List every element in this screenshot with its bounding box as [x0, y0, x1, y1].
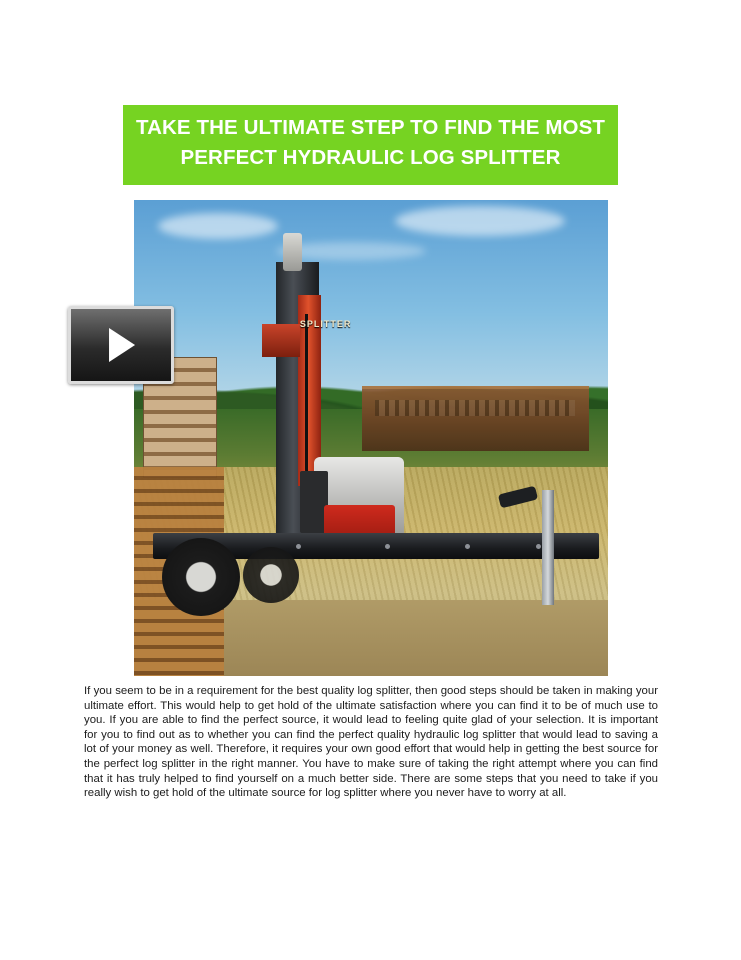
page-title-banner — [123, 105, 618, 185]
body-paragraph: If you seem to be in a requirement for the best quality log splitter, then good steps should be taken in making your ultimate effort. This would help to get hold of the ultimate satisfaction where you can find it to be of much use to you. If you are able to find the perfect source, it would lead to feeling quite glad of your selection. It is important for you to find out as to whether you can find the perfect quality hydraulic log splitter that would lead to saving a lot of your money as well. Therefore, it requires your own good effort that would help in getting the best source for the perfect log splitter in the right manner. You have to make sure of taking the right attempt where you can find that it has truly helped to find yourself on a much better side. There are some steps that you need to take if you really wish to get hold of the ultimate source for log splitter where you never have to worry at all. — [84, 685, 658, 800]
video-play-button[interactable] — [68, 306, 174, 384]
beam-bolt — [465, 544, 470, 549]
machine-brand-label: SPLITTER — [299, 319, 352, 329]
video-thumbnail-image[interactable] — [134, 200, 608, 676]
trailer-wheel — [162, 538, 240, 616]
cloud-shape — [158, 213, 278, 239]
rusty-trailer-background — [362, 386, 590, 451]
beam-bolt — [385, 544, 390, 549]
page-title-line-2: PERFECT HYDRAULIC LOG SPLITTER — [180, 146, 561, 169]
play-icon — [109, 328, 135, 362]
beam-bolt — [296, 544, 301, 549]
jack-post — [542, 490, 554, 604]
hydraulic-tank — [283, 233, 302, 271]
log-splitter-wedge — [262, 324, 300, 357]
beam-bolt — [536, 544, 541, 549]
page-title-line-1: TAKE THE ULTIMATE STEP TO FIND THE MOST — [136, 116, 605, 139]
cloud-shape — [395, 206, 565, 236]
